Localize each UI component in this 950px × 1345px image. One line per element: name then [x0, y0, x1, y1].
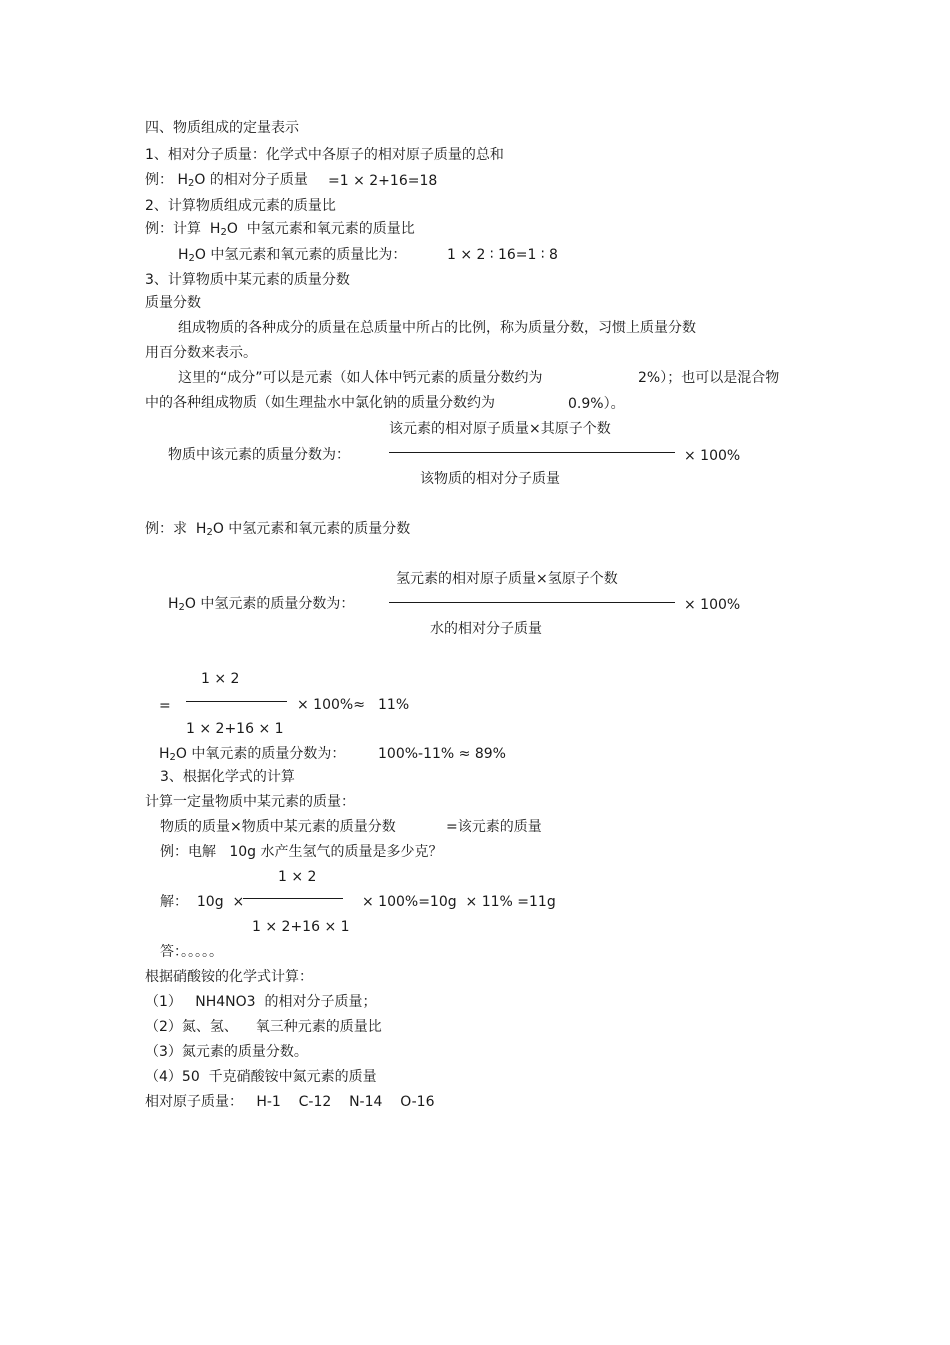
s2-answer-rest: O 中氢元素和氧元素的质量比为： — [194, 247, 407, 263]
s2-answer — [178, 246, 406, 268]
section-heading: 四、物质组成的定量表示 — [145, 120, 299, 136]
h-label-rest: O 中氢元素的质量分数为： — [184, 596, 355, 612]
s3-title: 3、计算物质中某元素的质量分数 — [145, 272, 350, 288]
formula-fraction-bar — [389, 452, 675, 453]
s4-example: 例：电解 10g 水产生氢气的质量是多少克？ — [160, 844, 443, 860]
calc-result: 11% — [378, 697, 410, 713]
sol-rest: × 100%=10g × 11% =11g — [362, 894, 556, 910]
s5-atomic-masses: 相对原子质量： H-1 C-12 N-14 O-16 — [145, 1094, 435, 1110]
s2-answer-value: 1 × 2 ∶ 16=1 ∶ 8 — [447, 247, 558, 263]
sol-denominator: 1 × 2+16 × 1 — [252, 919, 350, 935]
s2-example-sub: 2 — [220, 227, 227, 238]
s2-example-rest: O 中氢元素和氧元素的质量比 — [226, 221, 415, 237]
formula-multiplier: × 100% — [684, 448, 741, 464]
h-formula-label — [168, 595, 354, 617]
s4-line2-a: 物质的质量×物质中某元素的质量分数 — [160, 819, 396, 835]
s3-para1-line1: 组成物质的各种成分的质量在总质量中所占的比例，称为质量分数，习惯上质量分数 — [178, 320, 696, 336]
s1-example-value: =1 × 2+16=18 — [328, 173, 438, 189]
s3-example-prefix: 例：求 H — [145, 521, 207, 537]
s4-line1: 计算一定量物质中某元素的质量： — [145, 794, 355, 810]
s2-answer-sub: 2 — [188, 253, 195, 264]
s1-example-rest: O 的相对分子质量 — [194, 172, 308, 188]
calc-numerator: 1 × 2 — [201, 671, 240, 687]
s1-example — [145, 171, 308, 193]
s3-subtitle: 质量分数 — [145, 295, 201, 311]
calc-multiplier: × 100%≈ — [297, 697, 365, 713]
s5-q3: （3）氮元素的质量分数。 — [145, 1044, 308, 1060]
s1-example-prefix: 例： H — [145, 172, 188, 188]
h-formula-denominator: 水的相对分子质量 — [430, 621, 542, 637]
o-label-sub: 2 — [169, 752, 176, 763]
o-fraction-value: 100%-11% ≈ 89% — [378, 746, 506, 762]
formula-numerator: 该元素的相对原子质量×其原子个数 — [389, 421, 611, 437]
s3-example-rest: O 中氢元素和氧元素的质量分数 — [212, 521, 411, 537]
s2-answer-prefix: H — [178, 247, 189, 263]
s4-title: 3、根据化学式的计算 — [160, 769, 295, 785]
calc-fraction-bar — [186, 701, 287, 702]
h-label-sub: 2 — [178, 602, 185, 613]
s2-title: 2、计算物质组成元素的质量比 — [145, 198, 336, 214]
formula-label: 物质中该元素的质量分数为： — [168, 447, 350, 463]
s1-title: 1、相对分子质量：化学式中各原子的相对原子质量的总和 — [145, 147, 504, 163]
s3-example — [145, 520, 410, 542]
s2-example — [145, 220, 415, 242]
s4-answer: 答：。。。。。 — [160, 944, 223, 960]
s5-q4: （4）50 千克硝酸铵中氮元素的质量 — [145, 1069, 377, 1085]
s3-example-sub: 2 — [206, 527, 213, 538]
h-formula-numerator: 氢元素的相对原子质量×氢原子个数 — [396, 571, 618, 587]
sol-label: 解： 10g × — [160, 894, 245, 910]
s5-title: 根据硝酸铵的化学式计算： — [145, 969, 313, 985]
s3-para2-line1-a: 这里的“成分”可以是元素（如人体中钙元素的质量分数约为 — [178, 370, 543, 386]
sol-fraction-bar — [243, 898, 343, 899]
sol-numerator: 1 × 2 — [278, 869, 317, 885]
h-formula-multiplier: × 100% — [684, 597, 741, 613]
calc-denominator: 1 × 2+16 × 1 — [186, 721, 284, 737]
s3-para2-line2-a: 中的各种组成物质（如生理盐水中氯化钠的质量分数约为 — [145, 395, 495, 411]
s3-para1-line2: 用百分数来表示。 — [145, 345, 257, 361]
s1-example-sub: 2 — [187, 178, 195, 189]
s4-line2-b: =该元素的质量 — [446, 819, 542, 835]
s5-q2: （2）氮、氢、 氧三种元素的质量比 — [145, 1019, 382, 1035]
s3-para2-line1-b: 2%）；也可以是混合物 — [638, 370, 780, 386]
calc-equals: = — [159, 698, 171, 714]
o-fraction-label — [159, 745, 345, 767]
o-label-prefix: H — [159, 746, 170, 762]
s5-q1: （1） NH4NO3 的相对分子质量； — [145, 994, 377, 1010]
h-formula-fraction-bar — [389, 602, 675, 603]
s2-example-prefix: 例：计算 H — [145, 221, 221, 237]
s3-para2-line2-b: 0.9%）。 — [568, 396, 625, 412]
o-label-rest: O 中氧元素的质量分数为： — [175, 746, 346, 762]
h-label-prefix: H — [168, 596, 179, 612]
formula-denominator: 该物质的相对分子质量 — [420, 471, 560, 487]
